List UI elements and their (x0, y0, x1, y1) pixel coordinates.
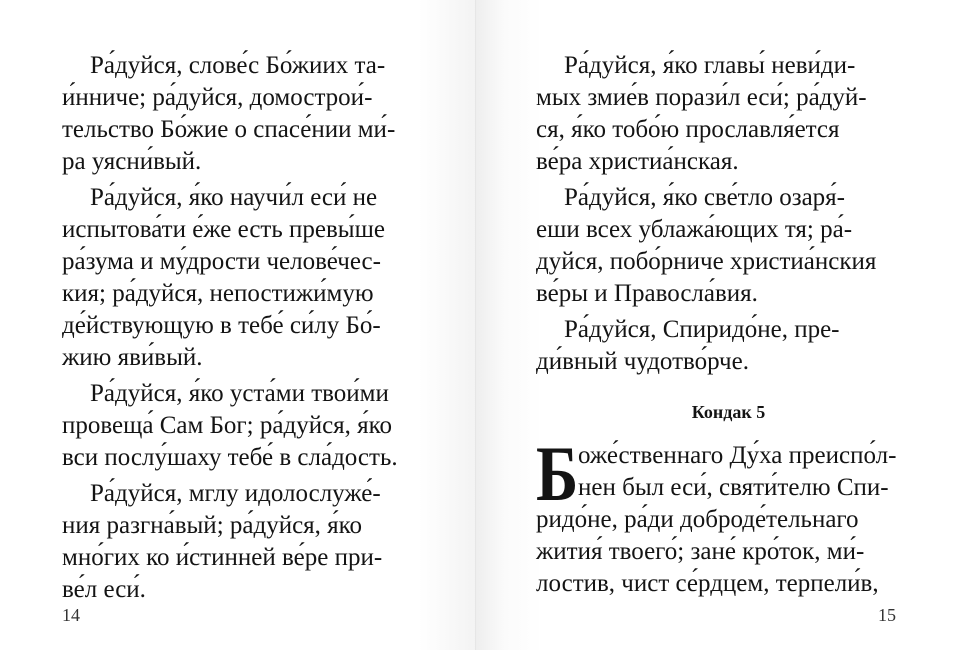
text-line: оже́ственнаго Ду́ха преиспо́л- (578, 442, 897, 469)
text-line: нен был еси́, святи́телю Спи- (578, 474, 889, 501)
paragraph (62, 182, 432, 374)
kondak-paragraph (536, 430, 911, 600)
text-line: ра́зума и му́дрости челове́чес- (62, 248, 381, 275)
text-line: лостив, чист се́рдцем, терпели́в, (536, 570, 879, 597)
text-line: ридо́не, ра́ди доброде́тельнаго (536, 506, 859, 533)
text-line: мно́гих ко и́стинней ве́ре при- (62, 544, 383, 571)
text-line: вси послу́шаху тебе́ в сла́дость. (62, 444, 398, 471)
text-line: ния разгна́вый; ра́дуйся, я́ко (62, 512, 363, 539)
page-number-left: 14 (62, 605, 80, 625)
text-line: ве́ры и Правосла́вия. (536, 280, 758, 307)
drop-cap: Б (536, 430, 579, 517)
text-line: Ра́дуйся, Спиридо́не, пре- (564, 316, 840, 343)
text-line: тельство Бо́жие о спасе́нии ми́- (62, 116, 396, 143)
text-line: Ра́дуйся, я́ко све́тло озаря́- (564, 184, 845, 211)
text-line: Ра́дуйся, мглу идолослуже́- (90, 480, 381, 507)
text-line: ра уясни́вый. (62, 148, 202, 175)
text-line: жию яви́вый. (62, 344, 203, 371)
text-line: дуйся, побо́рниче христиа́нския (536, 248, 877, 275)
text-line: мых змие́в порази́л еси́; ра́дуй- (536, 84, 867, 111)
paragraph (536, 182, 911, 310)
left-page (0, 0, 476, 650)
paragraph (62, 478, 432, 606)
text-line: Ра́дуйся, я́ко главы́ неви́ди- (564, 52, 856, 79)
text-line: ве́л еси́. (62, 576, 146, 603)
left-text-block (62, 50, 432, 606)
text-line: Ра́дуйся, я́ко уста́ми твои́ми (90, 380, 389, 407)
text-line: ди́вный чудотво́рче. (536, 348, 749, 375)
text-line: и́нниче; ра́дуйся, домострои́- (62, 84, 373, 111)
page-number-right: 15 (878, 605, 896, 625)
right-page (476, 0, 954, 650)
text-line: ве́ра христиа́нская. (536, 148, 739, 175)
text-line: де́йствующую в тебе́ си́лу Бо́- (62, 312, 381, 339)
text-line: испытова́ти е́же есть превы́ше (62, 216, 385, 243)
paragraph (62, 50, 432, 178)
text-line: еши всех ублажа́ющих тя; ра́- (536, 216, 853, 243)
text-line: провеща́ Сам Бог; ра́дуйся, я́ко (62, 412, 393, 439)
paragraph (536, 50, 911, 178)
text-line: жития́ твоего́; зане́ кро́ток, ми́- (536, 538, 865, 565)
text-line: кия; ра́дуйся, непостижи́мую (62, 280, 374, 307)
right-text-block (536, 50, 911, 600)
text-line: ся, я́ко тобо́ю прославля́ется (536, 116, 840, 143)
kondak-heading: Кондак 5 (691, 402, 766, 422)
text-line: Ра́дуйся, слове́с Бо́жиих та- (90, 52, 386, 79)
text-line: Ра́дуйся, я́ко научи́л еси́ не (90, 184, 378, 211)
paragraph (62, 378, 432, 474)
paragraph (536, 314, 911, 378)
